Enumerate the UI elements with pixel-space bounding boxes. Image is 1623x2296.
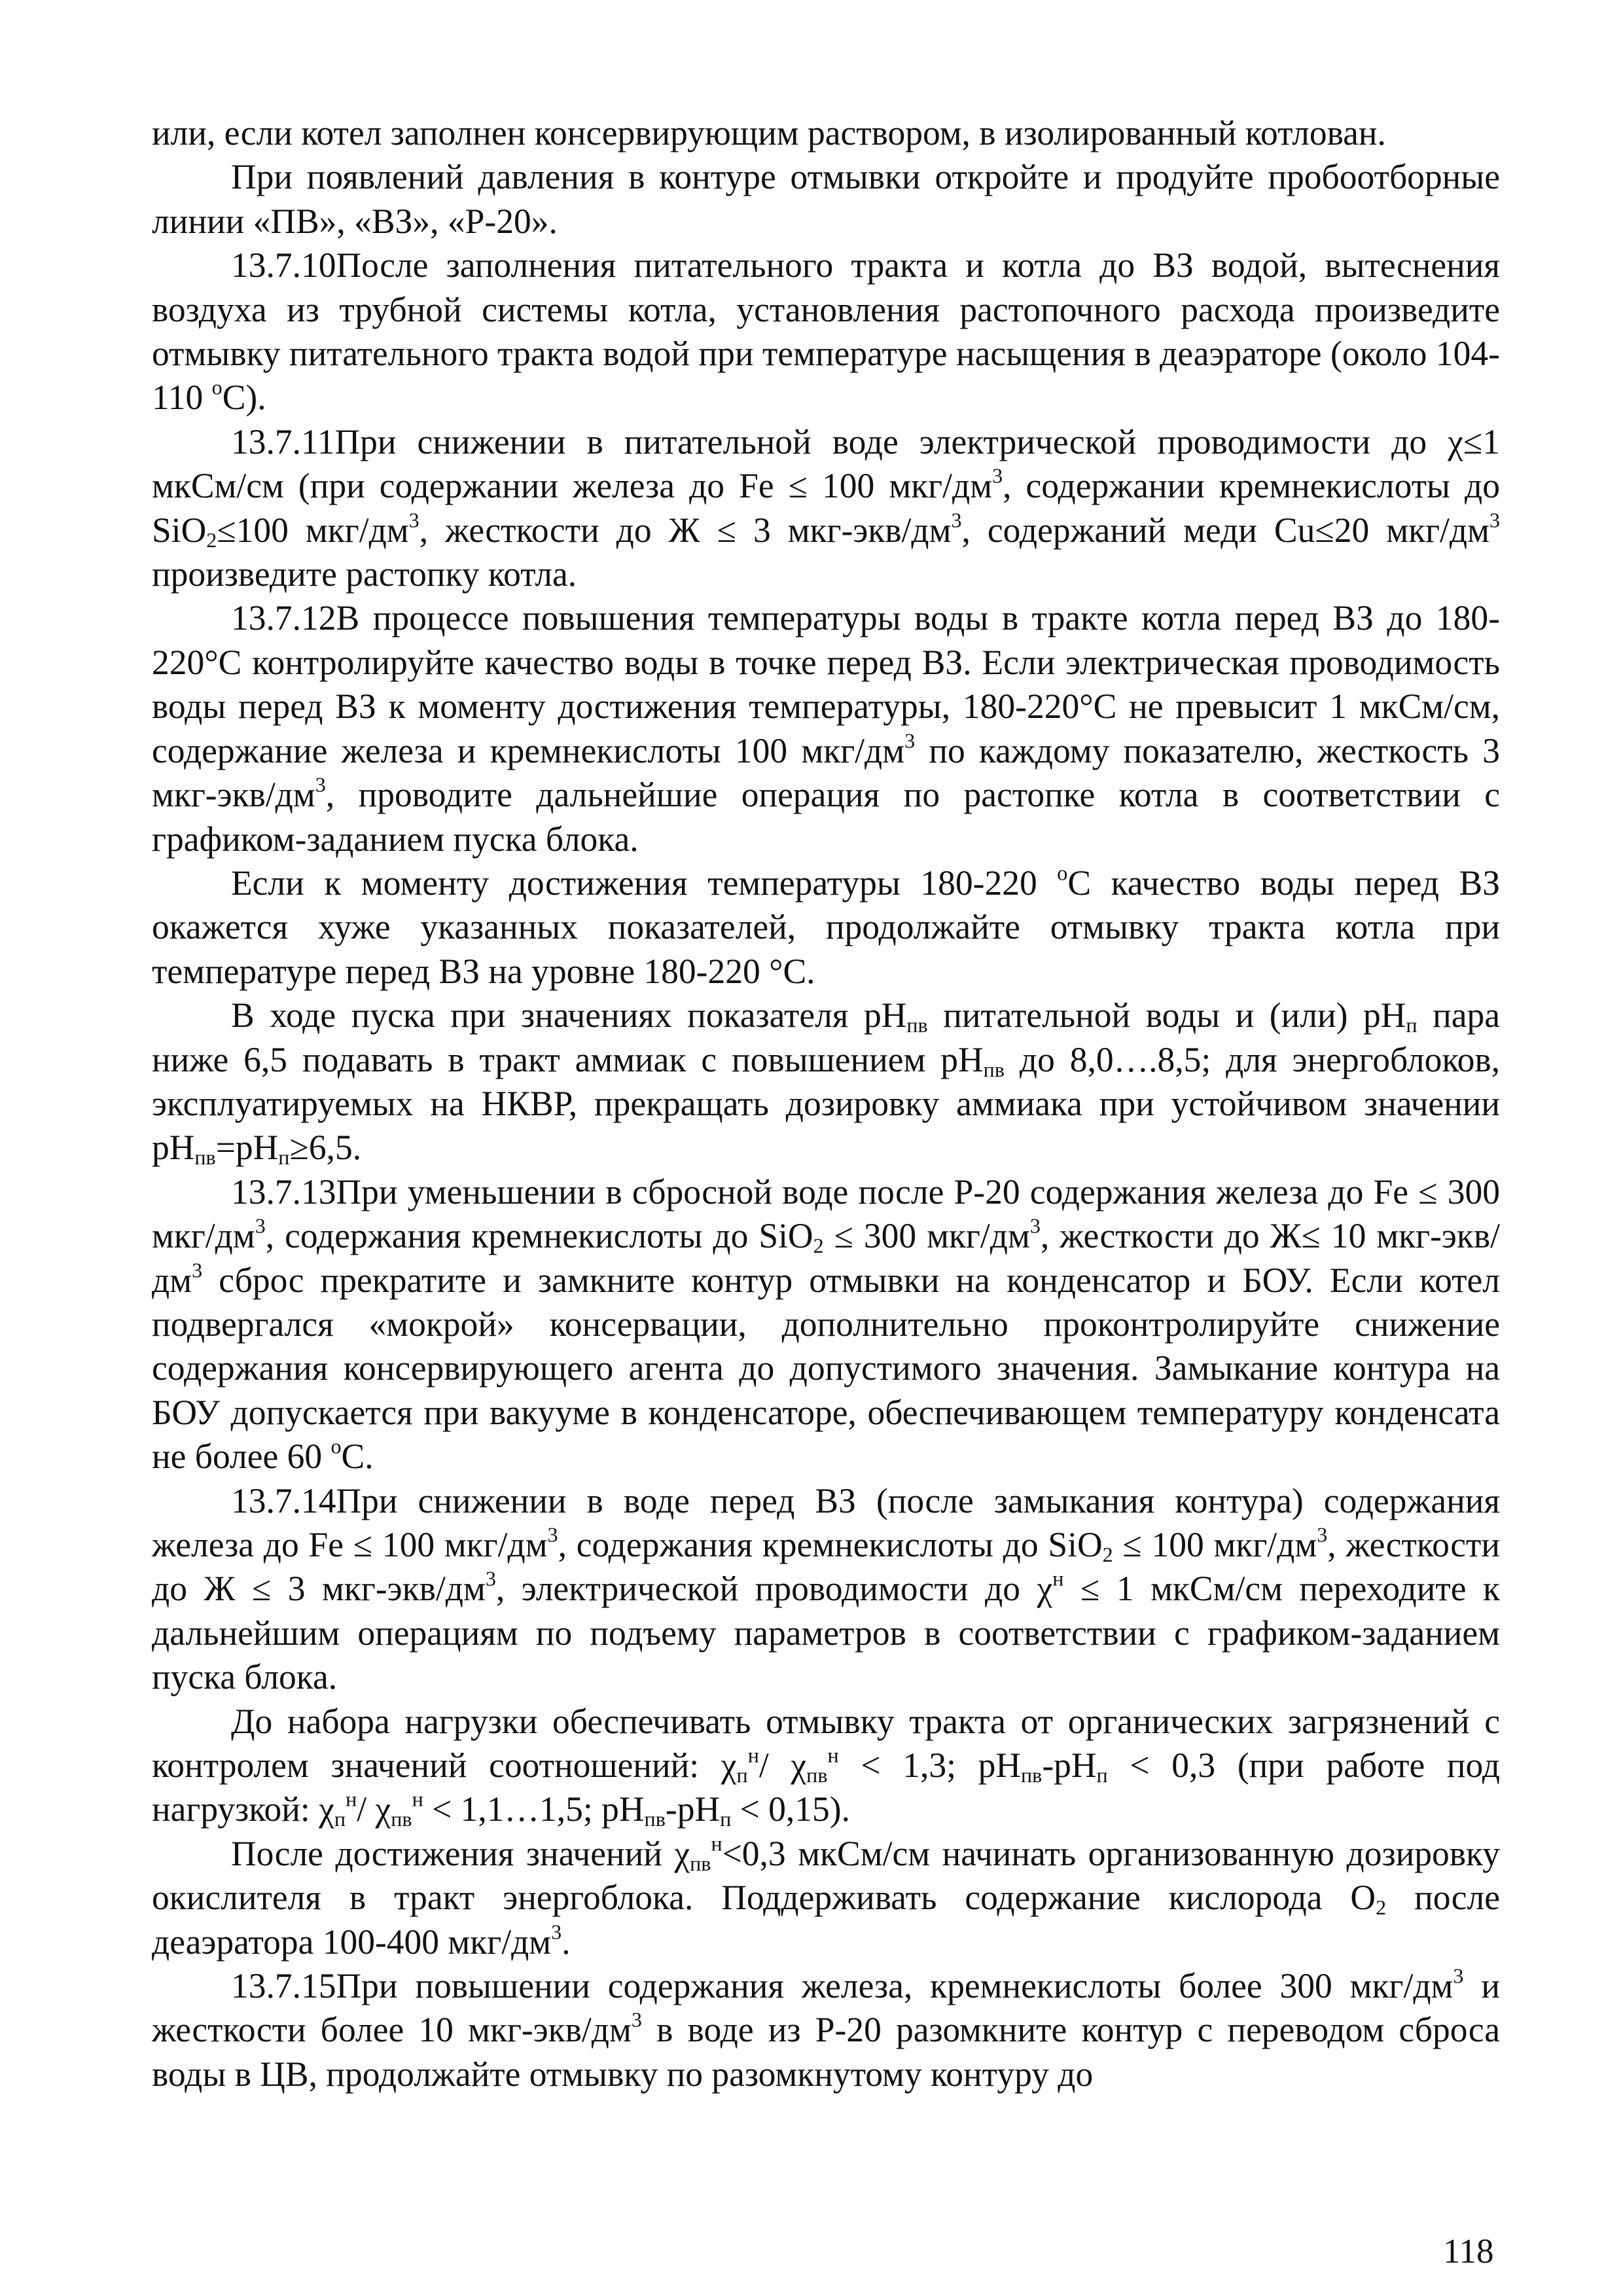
paragraph: В ходе пуска при значениях показателя $pH_{пв}$ питательной воды и (или) $pH_п$ пара ниже 6,5 подавать в тракт аммиак с повышением $pH_{пв}$ до 8,0….8,5; для энергоблоков, эксплуатируемых на НКВР, прекращать дозировку аммиака при устойчивом значении $pH_{пв}=pH_п\ge 6,5$. [152, 996, 1500, 1170]
body-text [152, 111, 1500, 2096]
paragraph: Если к моменту достижения температуры 180-220 $^о$С качество воды перед ВЗ окажется хуже указанных показателей, продолжайте отмывку тракта котла при температуре перед ВЗ на уровне 180-220 °С. [152, 861, 1500, 991]
paragraph: 13.7.11При снижении в питательной воде электрической проводимости до χ≤1 мкСм/см (при содержании железа до Fe ≤ 100 мкг/$дм^3$, содержании кремнекислоты до SiO$_2$≤100 мкг/$дм^3$, жесткости до Ж ≤ 3 мкг-$экв/дм^3$, содержаний меди Cu≤20 мкг/$дм^3$ произведите растопку котла. [152, 422, 1501, 594]
paragraph: 13.7.12В процессе повышения температуры воды в тракте котла перед ВЗ до 180-220°С контролируйте качество воды в точке перед ВЗ. Если электрическая проводимость воды перед ВЗ к моменту достижения температуры, 180-220°С не превысит 1 мкСм/см, содержание железа и кремнекислоты 100 мкг/$дм^3$ по каждому показателю, жесткость 3 мкг-$экв/дм^3$, проводите дальнейшие операция по растопке котла в соответствии с графиком-заданием пуска блока. [152, 598, 1500, 859]
paragraph: 13.7.14При снижении в воде перед ВЗ (после замыкания контура) содержания железа до Fe ≤ 100 мкг/$дм^3$, содержания кремнекислоты до SiO$_2$ ≤ 100 мкг/$дм^3$, жесткости до Ж ≤ 3 мкг-$экв/дм^3$, электрической проводимости до $\chi^н \le 1$ мкСм/см переходите к дальнейшим операциям по подъему параметров в соответствии с графиком-заданием пуска блока. [152, 1480, 1501, 1697]
paragraph: При появлений давления в контуре отмывки откройте и продуйте пробоотборные линии «ПВ», «ВЗ», «Р-20». [152, 157, 1500, 241]
paragraph: После достижения значений $\chi_{пв}^н<0,3$ мкСм/см начинать организованную дозировку окислителя в тракт энергоблока. Поддерживать содержание кислорода $O_2$ после деаэратора 100-400 мкг/$дм^3$. [152, 1831, 1501, 1962]
paragraph: 13.7.13При уменьшении в сбросной воде после Р-20 содержания железа до Fe ≤ 300 мкг/$дм^3$, содержания кремнекислоты до SiO$_2$ ≤ 300 мкг/$дм^3$, жесткости до Ж≤ 10 мкг-$экв/дм^3$ сброс прекратите и замкните контур отмывки на конденсатор и БОУ. Если котел подвергался «мокрой» консервации, дополнительно проконтролируйте снижение содержания консервирующего агента до допустимого значения. Замыкание контура на БОУ допускается при вакууме в конденсаторе, обеспечивающем температуру конденсата не более 60 $^о$С. [152, 1172, 1500, 1477]
paragraph: До набора нагрузки обеспечивать отмывку тракта от органических загрязнений с контролем значений соотношений: $\chi_п^н/$ $\chi_{пв}^н < 1,3$; $pH_{пв}-pH_п < 0,3$ (при работе под нагрузкой: $\chi_п^н/$ $\chi_{пв}^н$ < 1,1…1,5; $pH_{пв}-pH_п < 0,15$). [152, 1701, 1500, 1831]
page-number: 118 [1443, 2233, 1494, 2270]
paragraph: 13.7.10После заполнения питательного тракта и котла до ВЗ водой, вытеснения воздуха из трубной системы котла, установления растопочного расхода произведите отмывку питательного тракта водой при температуре насыщения в деаэраторе (около 104-110 $^о$С). [152, 245, 1500, 418]
paragraph: или, если котел заполнен консервирующим раствором, в изолированный котлован. [152, 113, 1386, 152]
paragraph: 13.7.15При повышении содержания железа, кремнекислоты более 300 мкг/$дм^3$ и жесткости более 10 мкг-$экв/дм^3$ в воде из Р-20 разомкните контур с переводом сброса воды в ЦВ, продолжайте отмывку по разомкнутому контуру до [152, 1964, 1500, 2094]
